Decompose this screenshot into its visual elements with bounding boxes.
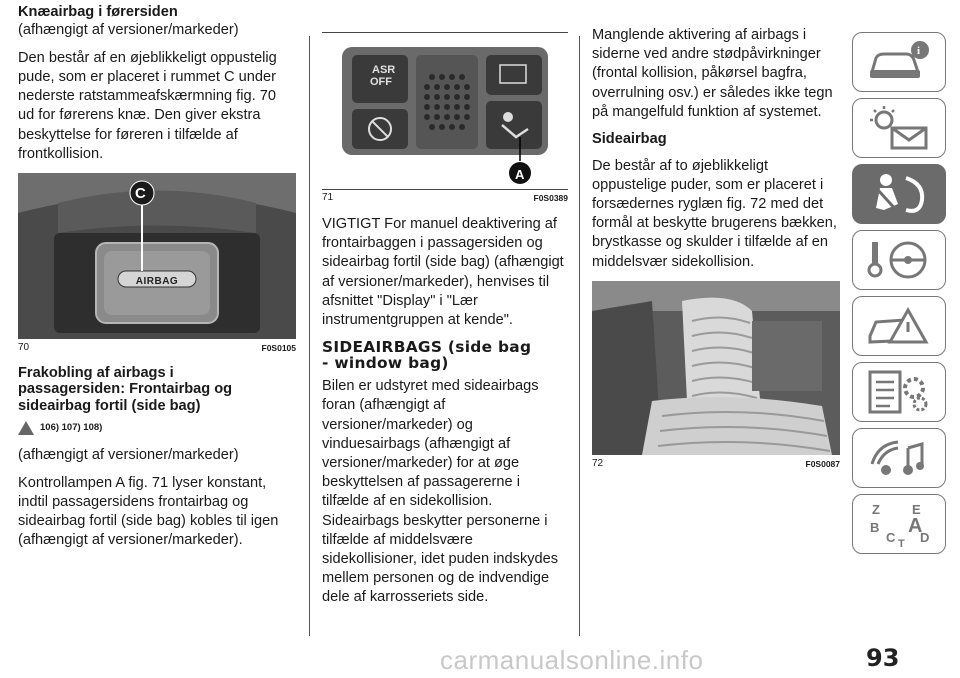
- figure-70-panel-label: AIRBAG: [135, 275, 179, 287]
- index-letter: T: [898, 538, 905, 548]
- figure-70-number: 70: [18, 341, 30, 353]
- figure-71-number: 71: [322, 192, 334, 203]
- figure-70-code: F0S0105: [261, 342, 296, 353]
- section-title-sideairbag: Sideairbag: [592, 131, 667, 148]
- asr-label-line1: ASR: [372, 64, 396, 76]
- chapter-tab-safety[interactable]: [852, 164, 946, 224]
- paragraph-sideairbag: De består af to øjeblikkeligt oppustelige puder, som er placeret i forsædernes ryglæn fig. 72 med det formål at beskytte brugerens bækken, brystkasse og skulder i tilfælde af en middelsvær sidekollision.: [592, 157, 837, 270]
- figure-72-number: 72: [592, 457, 604, 469]
- index-letter: Z: [872, 502, 880, 517]
- chapter-tab-multimedia[interactable]: [852, 428, 946, 488]
- figure-70-caption: [18, 341, 296, 355]
- figure-70-callout-c: C: [135, 184, 146, 202]
- asr-switch-illustration: [322, 33, 568, 187]
- figure-71-callout-a: A: [515, 167, 525, 182]
- figure-70-knee-airbag: [18, 173, 296, 339]
- heading-line: SIDEAIRBAGS (side bag: [322, 338, 532, 357]
- index-letter: B: [870, 520, 880, 535]
- light-mail-icon: [864, 104, 934, 152]
- chapter-tab-lights-messages[interactable]: [852, 98, 946, 158]
- heading-line: - window bag): [322, 354, 449, 373]
- section-title-passenger-deactivation: [18, 365, 296, 415]
- column-divider: [579, 36, 580, 636]
- paragraph-knee-airbag: Den består af en øjeblikkeligt oppustelig pude, som er placeret i rummet C under nederste ratstammeafskærmning fig. 70 ud for førerens knæ. Den giver ekstra beskyttelse for føreren i tilfælde af frontkollision.: [18, 49, 277, 162]
- column-middle: [322, 4, 568, 617]
- chapter-tab-car-info[interactable]: [852, 32, 946, 92]
- chapter-tab-emergency[interactable]: [852, 296, 946, 356]
- svg-text:i: i: [917, 45, 921, 57]
- figure-72-code: F0S0087: [805, 458, 840, 469]
- paragraph-no-activation: Manglende aktivering af airbags i siderne ved andre stødpåvirkninger (frontal kollision, påkørsel bagfra, overrulning osv.) er således ikke tegn på mangelfuld funktion af systemet.: [592, 27, 833, 120]
- index-letter: D: [920, 530, 930, 545]
- heading-line: sideairbag fortil (side bag): [18, 397, 201, 414]
- paragraph-side-airbags-intro: Bilen er udstyret med sideairbags foran (afhængigt af versioner/markeder) og vinduesairbags (afhængigt af versioner/markeder) for at øge beskyttelsen af passagererne i tilfælde af en sidekollision.: [322, 378, 539, 510]
- knee-airbag-illustration: [18, 173, 296, 339]
- warning-references: [18, 418, 296, 437]
- chapter-tab-index[interactable]: [852, 494, 946, 554]
- maintenance-icon: [864, 368, 934, 416]
- paragraph-important-note: VIGTIGT For manuel deaktivering af frontairbaggen i passagersiden og sideairbag fortil (side bag) (afhængigt af versioner/markeder), henvises til afsnittet "Display" i "Lær instrumentgruppen at kende".: [322, 216, 564, 329]
- multimedia-icon: [864, 434, 934, 482]
- section-title-side-airbags: [322, 339, 568, 371]
- page-number: 93: [866, 644, 900, 672]
- column-divider: [309, 36, 310, 636]
- watermark: carmanualsonline.info: [440, 645, 704, 675]
- section-subtitle: (afhængigt af versioner/markeder): [18, 21, 239, 38]
- figure-71-caption: [322, 189, 568, 205]
- figure-71-asr-panel: [322, 33, 568, 187]
- warning-triangle-icon: [18, 421, 34, 435]
- paragraph-warning-light: Kontrollampen A fig. 71 lyser konstant, indtil passagersidens frontairbag og sideairbag fortil (side bag) kobles til igen (afhængigt af versioner/markeder).: [18, 474, 279, 549]
- heading-line: passagersiden: Frontairbag og: [18, 381, 233, 398]
- breakdown-icon: [864, 302, 934, 350]
- index-letter: C: [886, 530, 896, 545]
- heading-line: Frakobling af airbags i: [18, 364, 174, 381]
- paragraph-availability: (afhængigt af versioner/markeder): [18, 446, 239, 463]
- figure-72-caption: [592, 457, 840, 471]
- chapter-tab-starting-driving[interactable]: [852, 230, 946, 290]
- car-info-icon: [864, 38, 934, 86]
- section-title-knee-airbag: Knæairbag i førersiden: [18, 4, 178, 20]
- warning-reference-numbers: 106) 107) 108): [40, 422, 103, 434]
- column-right: [592, 26, 840, 481]
- index-letter: A: [908, 515, 923, 537]
- chapter-tab-maintenance[interactable]: [852, 362, 946, 422]
- paragraph-side-airbags-protection: Sideairbags beskytter personerne i tilfælde af middelsvære sidekollisioner, idet puden indskydes mellem personen og de indvendige dele af karrosseriets side.: [322, 512, 559, 606]
- asr-label-line2: OFF: [370, 76, 392, 88]
- figure-71-code: F0S0389: [533, 193, 568, 203]
- column-left: [18, 4, 296, 560]
- seat-airbag-icon: [864, 170, 934, 218]
- figure-72-seat: [592, 281, 840, 455]
- index-letter: E: [912, 502, 921, 517]
- chapter-tabs: [852, 32, 952, 560]
- alphabet-index-icon: [864, 500, 934, 548]
- key-steering-icon: [864, 236, 934, 284]
- seat-illustration: [592, 281, 840, 455]
